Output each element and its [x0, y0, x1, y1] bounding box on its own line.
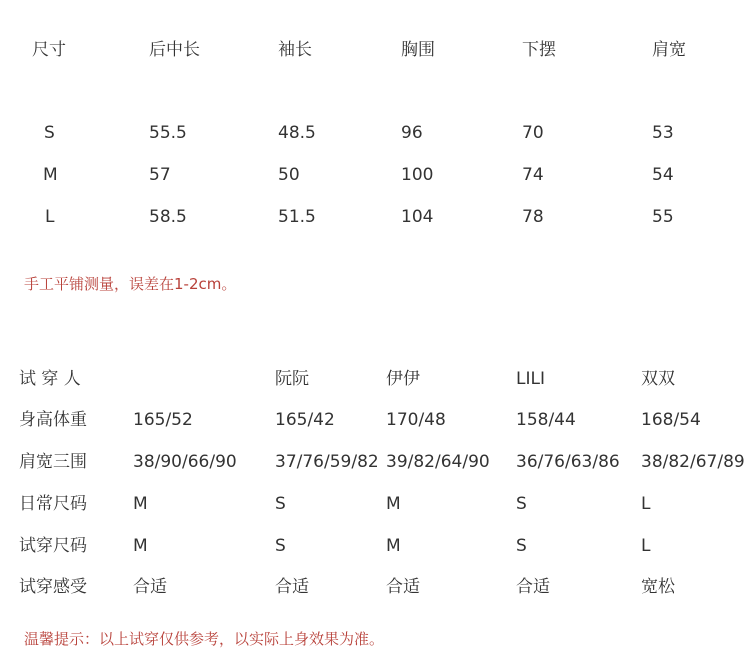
model-row-height-weight-1: 165/52	[133, 410, 193, 430]
model-row-height-weight-4: 158/44	[516, 410, 576, 430]
size-header-chest: 胸围	[401, 40, 435, 60]
model-row-tryon-size-3: M	[386, 536, 401, 556]
model-row-measurements-4: 36/76/63/86	[516, 452, 620, 472]
size-row-m-sleeve: 50	[278, 165, 300, 185]
size-header-shoulder: 肩宽	[652, 40, 686, 60]
size-row-s-sleeve: 48.5	[278, 123, 316, 143]
size-header-hem: 下摆	[522, 40, 556, 60]
size-row-l-shoulder: 55	[652, 207, 674, 227]
size-row-l-size: L	[45, 207, 55, 227]
model-header-model-4: LILI	[516, 369, 545, 389]
size-header-size: 尺寸	[32, 40, 66, 60]
model-row-fit-2: 合适	[275, 577, 309, 597]
model-header-model-2: 阮阮	[275, 369, 309, 389]
model-row-usual-size-5: L	[641, 494, 651, 514]
model-header-model-3: 伊伊	[386, 369, 420, 389]
size-row-l-sleeve: 51.5	[278, 207, 316, 227]
model-row-tryon-size-4: S	[516, 536, 527, 556]
model-row-tryon-size-2: S	[275, 536, 286, 556]
model-row-tryon-size-label: 试穿尺码	[19, 536, 87, 556]
size-row-m-hem: 74	[522, 165, 544, 185]
model-row-usual-size-4: S	[516, 494, 527, 514]
model-row-measurements-1: 38/90/66/90	[133, 452, 237, 472]
size-header-sleeve: 袖长	[278, 40, 312, 60]
model-row-fit-1: 合适	[133, 577, 167, 597]
model-row-fit-3: 合适	[386, 577, 420, 597]
size-row-l-back-length: 58.5	[149, 207, 187, 227]
model-row-usual-size-1: M	[133, 494, 148, 514]
model-row-tryon-size-1: M	[133, 536, 148, 556]
size-row-s-chest: 96	[401, 123, 423, 143]
model-row-measurements-2: 37/76/59/82	[275, 452, 379, 472]
size-row-s-back-length: 55.5	[149, 123, 187, 143]
model-row-fit-label: 试穿感受	[19, 577, 87, 597]
measure-note: 手工平铺测量，误差在1-2cm。	[24, 275, 237, 293]
model-row-measurements-5: 38/82/67/89	[641, 452, 745, 472]
model-header-label: 试 穿 人	[19, 369, 81, 389]
model-row-measurements-label: 肩宽三围	[19, 452, 87, 472]
size-row-m-back-length: 57	[149, 165, 171, 185]
size-row-l-hem: 78	[522, 207, 544, 227]
size-row-s-shoulder: 53	[652, 123, 674, 143]
size-row-l-chest: 104	[401, 207, 434, 227]
model-row-fit-4: 合适	[516, 577, 550, 597]
size-row-s-hem: 70	[522, 123, 544, 143]
size-row-m-size: M	[43, 165, 58, 185]
model-header-model-5: 双双	[641, 369, 675, 389]
model-row-height-weight-5: 168/54	[641, 410, 701, 430]
model-row-height-weight-2: 165/42	[275, 410, 335, 430]
size-row-m-chest: 100	[401, 165, 434, 185]
model-row-usual-size-2: S	[275, 494, 286, 514]
tip-note: 温馨提示：以上试穿仅供参考，以实际上身效果为准。	[24, 630, 385, 648]
model-row-usual-size-label: 日常尺码	[19, 494, 87, 514]
model-row-tryon-size-5: L	[641, 536, 651, 556]
model-row-usual-size-3: M	[386, 494, 401, 514]
model-row-height-weight-label: 身高体重	[19, 410, 87, 430]
model-row-fit-5: 宽松	[641, 577, 675, 597]
size-header-back-length: 后中长	[149, 40, 200, 60]
size-row-m-shoulder: 54	[652, 165, 674, 185]
model-row-measurements-3: 39/82/64/90	[386, 452, 490, 472]
model-row-height-weight-3: 170/48	[386, 410, 446, 430]
size-row-s-size: S	[44, 123, 55, 143]
